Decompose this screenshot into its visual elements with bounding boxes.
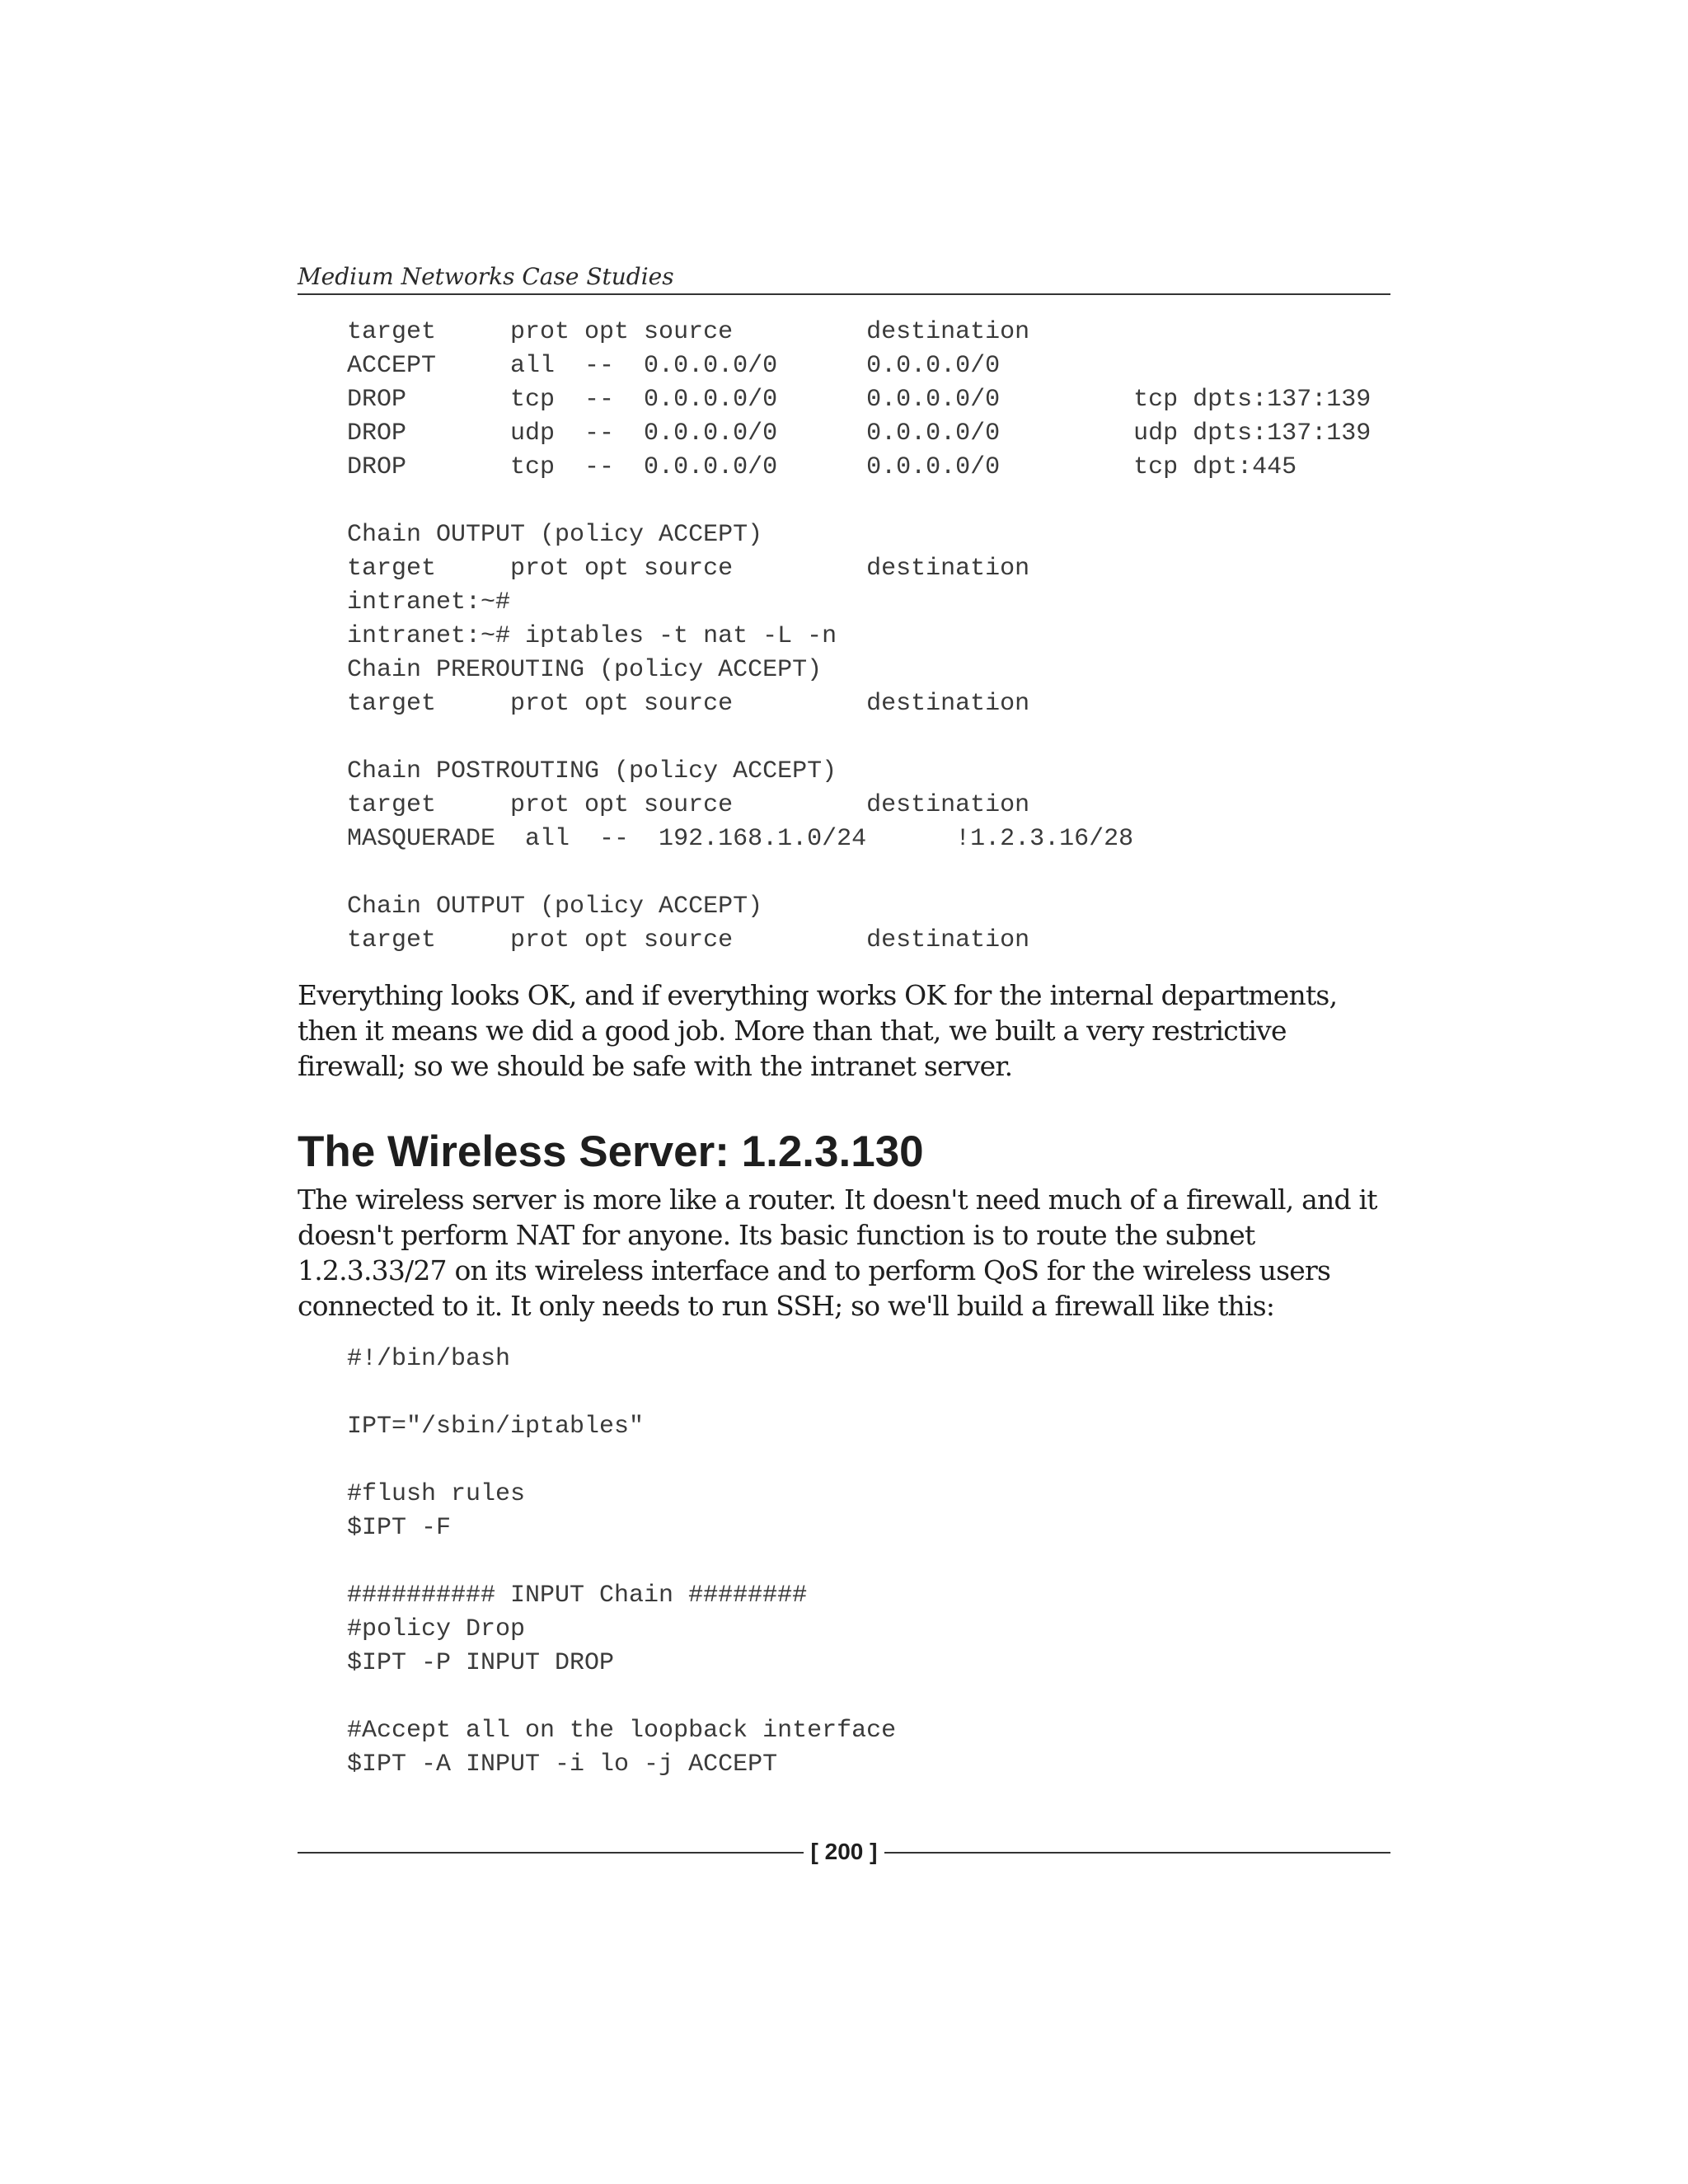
section-heading: The Wireless Server: 1.2.3.130 <box>298 1127 924 1176</box>
running-head: Medium Networks Case Studies <box>298 263 674 290</box>
body-paragraph-intranet-summary: Everything looks OK, and if everything works OK for the internal departments, then it means we did a good job. More than that, we built a very restrictive firewall; so we should be safe with the intranet server. <box>298 979 1338 1082</box>
iptables-output-code-block: target prot opt source destination ACCEPT all -- 0.0.0.0/0 0.0.0.0/0 DROP tcp -- 0.0.0.0/0 0.0.0.0/0 tcp dpts:137:139 DROP udp -- 0.0.0.0/0 0.0.0.0/0 udp dpts:137:139 DROP tcp -- 0.0.0.0/0 0.0.0.0/0 tcp dpt:445 Chain OUTPUT (policy ACCEPT) target prot opt source destination intranet:~# intranet:~# iptables -t nat -L -n Chain PREROUTING (policy ACCEPT) target prot opt source destination Chain POSTROUTING (policy ACCEPT) target prot opt source destination MASQUERADE all -- 192.168.1.0/24 !1.2.3.16/28 Chain OUTPUT (policy ACCEPT) target prot opt source destination <box>347 318 1372 954</box>
footer-rule-left <box>298 1852 804 1854</box>
footer-rule-right <box>884 1852 1390 1854</box>
page-number: [ 200 ] <box>810 1839 878 1864</box>
firewall-script-code-block: #!/bin/bash IPT="/sbin/iptables" #flush rules $IPT -F ########## INPUT Chain ######## #policy Drop $IPT -P INPUT DROP #Accept all on the loopback interface $IPT -A INPUT -i lo -j ACCEPT <box>347 1345 897 1779</box>
page-header <box>298 262 1390 295</box>
body-paragraph-wireless-server: The wireless server is more like a router. It doesn't need much of a firewall, and it doesn't perform NAT for anyone. Its basic function is to route the subnet 1.2.3.33/27 on its wireless interface and to perform QoS for the wireless users connected to it. It only needs to run SSH; so we'll build a firewall like this: <box>298 1183 1377 1322</box>
